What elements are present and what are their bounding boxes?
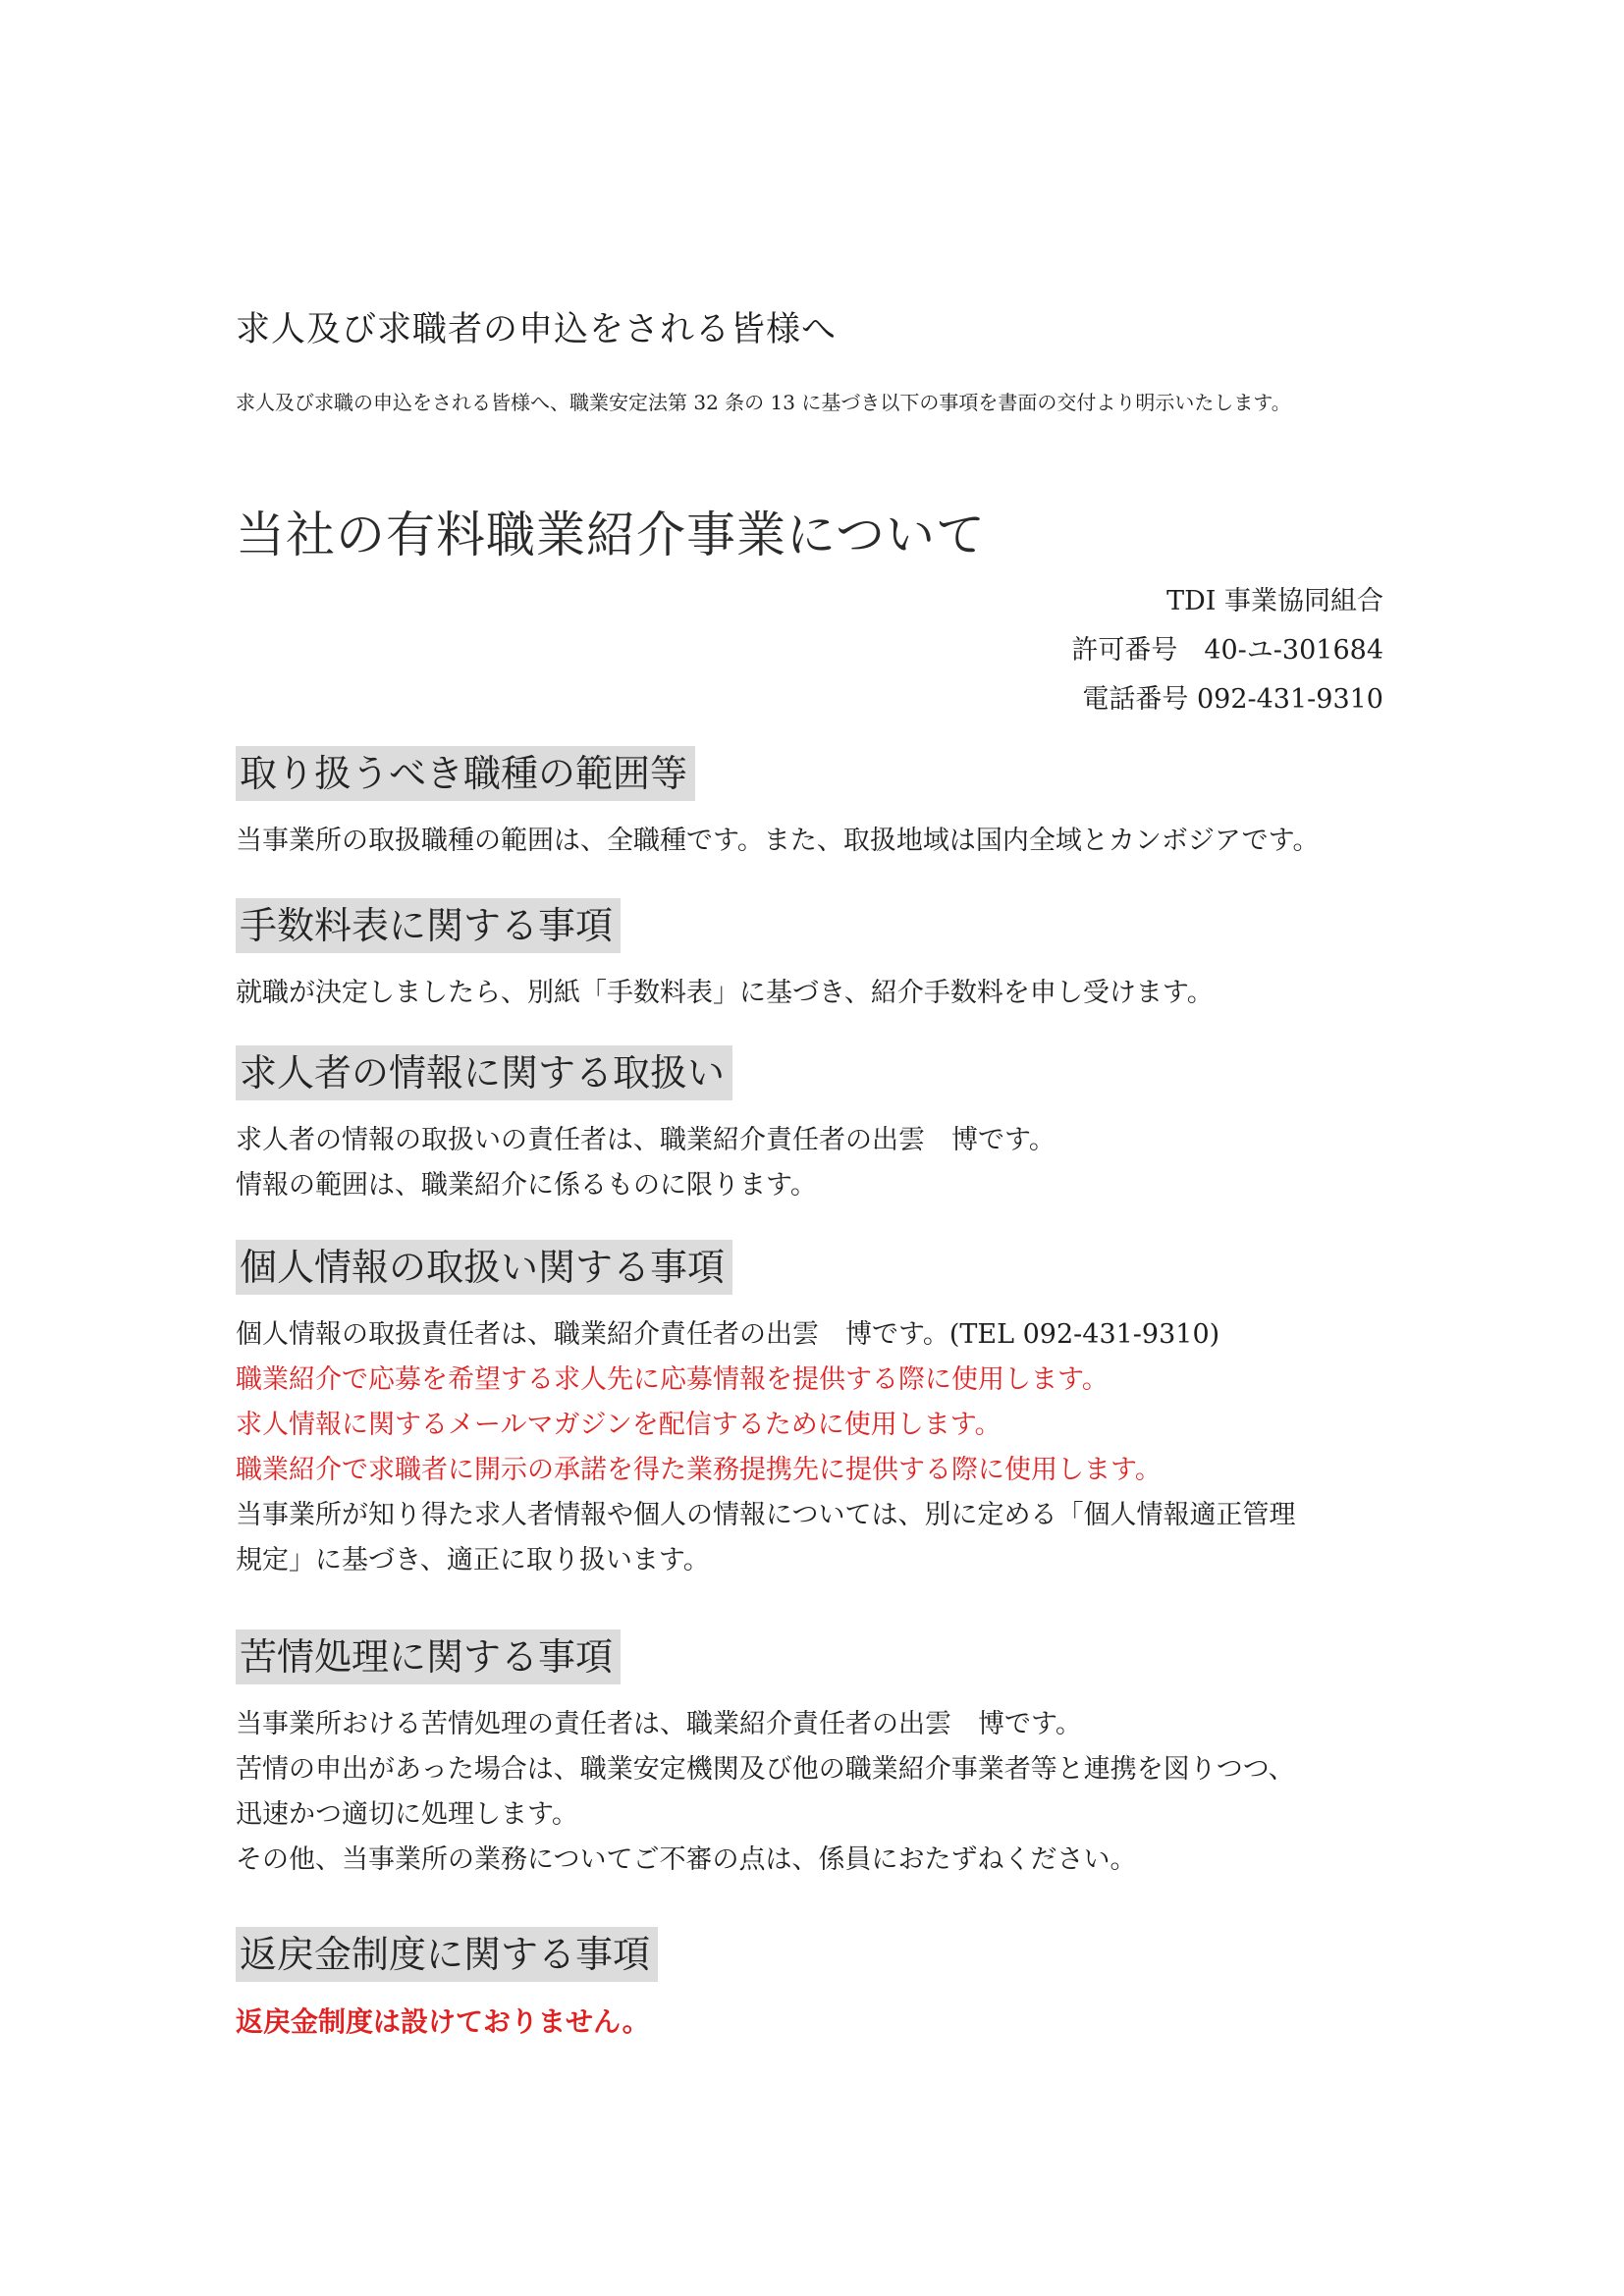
body-line: 当事業所の取扱職種の範囲は、全職種です。また、取扱地域は国内全域とカンボジアです。 [236, 826, 1320, 856]
body-line: 個人情報の取扱責任者は、職業紹介責任者の出雲 博です。(TEL 092-431-9310) [236, 1319, 1220, 1350]
section-body [236, 2000, 1394, 2045]
section-heading: 苦情処理に関する事項 [236, 1629, 621, 1684]
body-line-emphasis: 求人情報に関するメールマガジンを配信するために使用します。 [236, 1410, 1001, 1440]
body-line: 情報の範囲は、職業紹介に係るものに限ります。 [236, 1170, 817, 1201]
main-title: 当社の有料職業紹介事業について [236, 507, 986, 563]
section-body [236, 819, 1394, 864]
body-line: 就職が決定しましたら、別紙「手数料表」に基づき、紹介手数料を申し受けます。 [236, 978, 1214, 1008]
section-heading: 返戻金制度に関する事項 [236, 1927, 658, 1982]
section-heading: 求人者の情報に関する取扱い [236, 1045, 732, 1100]
body-line-emphasis: 職業紹介で応募を希望する求人先に応募情報を提供する際に使用します。 [236, 1364, 1109, 1395]
body-line: 当事業所が知り得た求人者情報や個人の情報については、別に定める「個人情報適正管理 [236, 1500, 1296, 1530]
section-job-scope [236, 746, 1394, 864]
body-line: 規定」に基づき、適正に取り扱います。 [236, 1545, 710, 1575]
section-body [236, 1312, 1394, 1583]
section-body [236, 1118, 1394, 1208]
section-complaints [236, 1629, 1394, 1883]
body-line: 当事業所おける苦情処理の責任者は、職業紹介責任者の出雲 博です。 [236, 1709, 1082, 1739]
body-line: 苦情の申出があった場合は、職業安定機関及び他の職業紹介事業者等と連携を図りつつ、 [236, 1754, 1295, 1785]
company-name: TDI 事業協同組合 [1166, 586, 1383, 616]
body-line-emphasis: 返戻金制度は設けておりません。 [236, 2005, 650, 2038]
body-line-emphasis: 職業紹介で求職者に開示の承諾を得た業務提携先に提供する際に使用します。 [236, 1455, 1162, 1485]
body-line: その他、当事業所の業務についてご不審の点は、係員におたずねください。 [236, 1844, 1137, 1875]
company-phone: 電話番号 092-431-9310 [1082, 684, 1383, 715]
section-heading: 個人情報の取扱い関する事項 [236, 1240, 732, 1295]
body-line: 求人者の情報の取扱いの責任者は、職業紹介責任者の出雲 博です。 [236, 1125, 1056, 1155]
section-body [236, 971, 1394, 1016]
section-heading: 手数料表に関する事項 [236, 898, 621, 953]
body-line: 迅速かつ適切に処理します。 [236, 1799, 578, 1830]
header-title: 求人及び求職者の申込をされる皆様へ [236, 310, 838, 349]
section-body [236, 1702, 1394, 1883]
section-heading: 取り扱うべき職種の範囲等 [236, 746, 695, 801]
section-personal-info [236, 1240, 1394, 1583]
section-employer-info [236, 1045, 1394, 1208]
company-license: 許可番号 40-ユ-301684 [1071, 635, 1383, 666]
company-info [1071, 577, 1383, 724]
section-fee-table [236, 898, 1394, 1016]
header-intro: 求人及び求職の申込をされる皆様へ、職業安定法第 32 条の 13 に基づき以下の事項を書面の交付より明示いたします。 [236, 391, 1291, 414]
section-refund [236, 1927, 1394, 2045]
